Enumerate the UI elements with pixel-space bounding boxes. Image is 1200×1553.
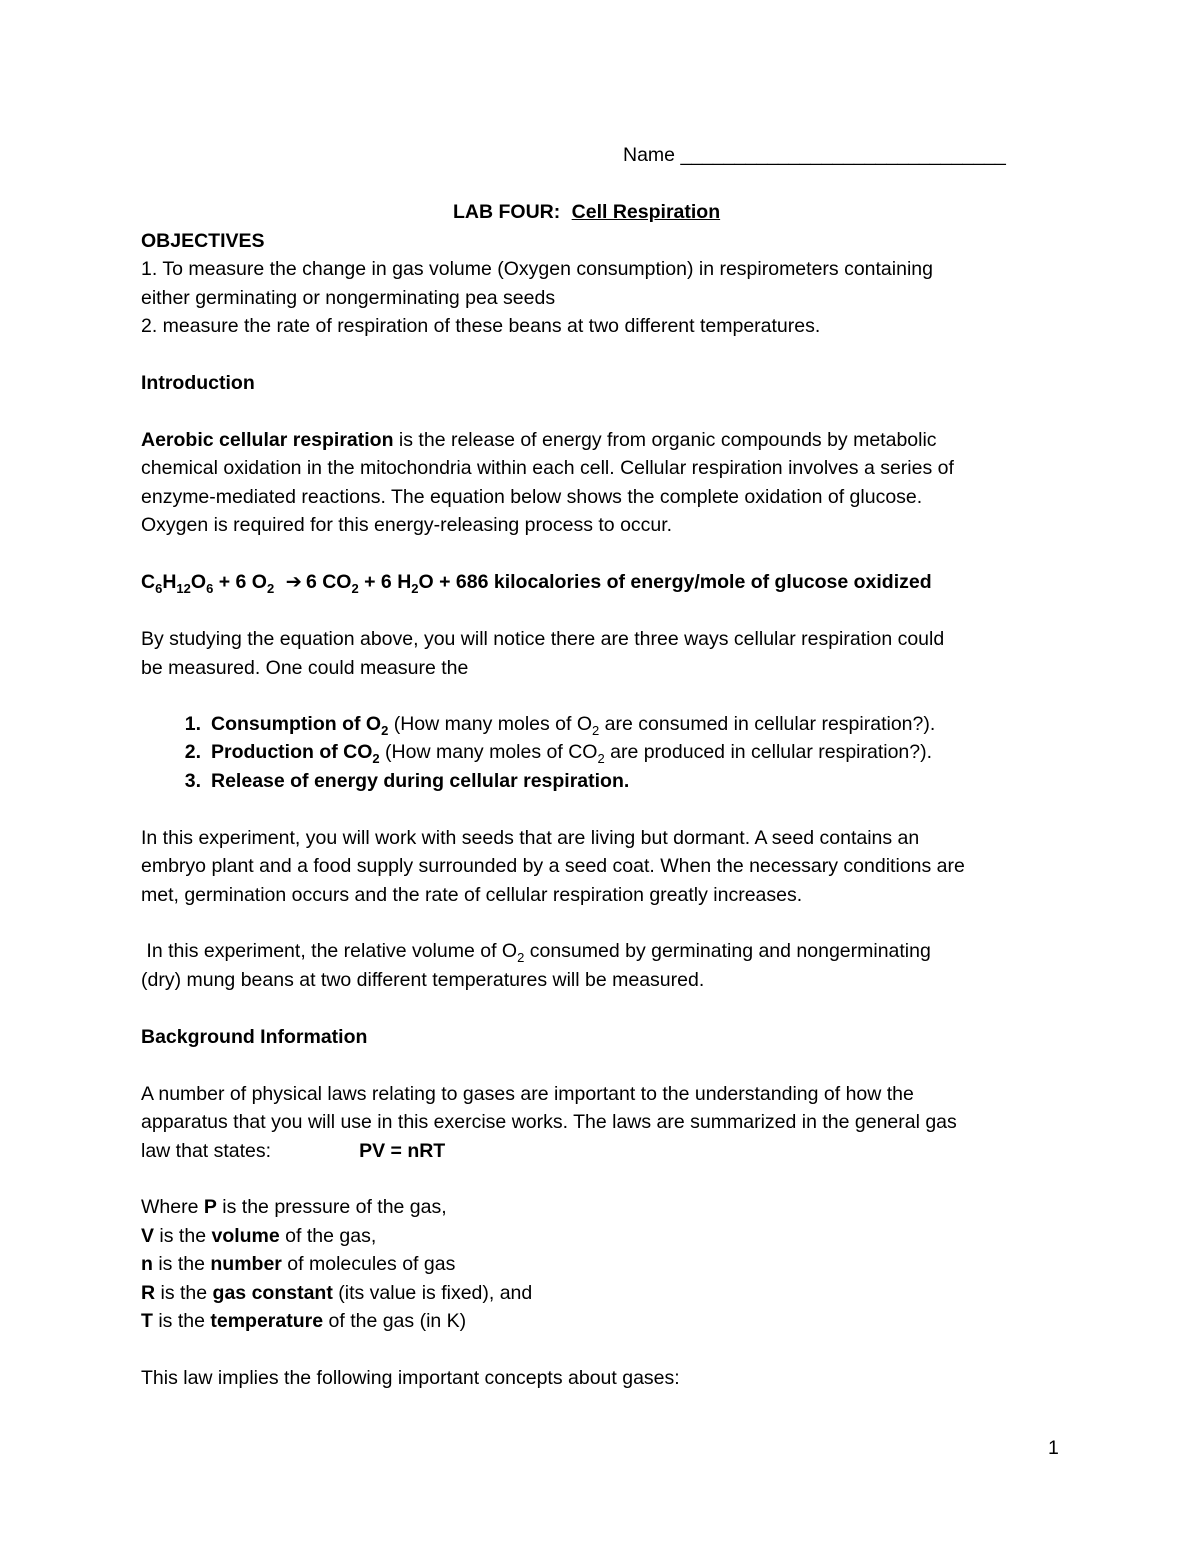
- law-intro-text: law that states:: [141, 1140, 272, 1162]
- eq-h2o-sub: 2: [411, 581, 419, 596]
- glucose-oxidation-equation: [141, 568, 932, 599]
- eq-h2o: + 6 H: [358, 571, 412, 593]
- intro-paragraph-2-line-1: By studying the equation above, you will notice there are three ways cellular respiration could: [141, 628, 945, 650]
- list-number: 2.: [184, 741, 201, 763]
- eq-h-sub: 12: [176, 581, 191, 596]
- background-paragraph-1-line-2: apparatus that you will use in this exercise works. The laws are summarized in the general gas: [141, 1111, 957, 1133]
- term-volume: volume: [211, 1225, 280, 1247]
- symbol-n: n: [141, 1253, 153, 1275]
- page-number: 1: [1048, 1437, 1059, 1459]
- intro-paragraph-1-line-4: Oxygen is required for this energy-releasing process to occur.: [141, 514, 673, 536]
- introduction-heading: Introduction: [141, 372, 255, 394]
- intro-paragraph-1-line-1: [141, 426, 937, 455]
- intro-p4-l1-b: consumed by germinating and nongerminating: [524, 940, 931, 962]
- aerobic-respiration-term: Aerobic cellular respiration: [141, 429, 394, 451]
- definition-n-text: of molecules of gas: [281, 1253, 456, 1275]
- list-item-2-text-2: are produced in cellular respiration?).: [604, 741, 933, 763]
- eq-co2-sub: 2: [351, 581, 359, 596]
- definition-p: [141, 1193, 447, 1222]
- eq-o2: + 6 O: [213, 571, 267, 593]
- definition-v-text: of the gas,: [279, 1225, 377, 1247]
- term-temperature: temperature: [210, 1310, 324, 1332]
- list-item-1-sub: 2: [592, 723, 600, 738]
- eq-co2: 6 CO: [305, 571, 352, 593]
- definition-t-text: of the gas (in K): [323, 1310, 467, 1332]
- list-item-2-bold: Production of CO: [211, 741, 373, 763]
- definition-v-mid: is the: [154, 1225, 212, 1247]
- definition-p-text: is the pressure of the gas,: [216, 1196, 447, 1218]
- lab-title-subject: Cell Respiration: [571, 201, 721, 223]
- symbol-t: T: [141, 1310, 153, 1332]
- eq-c: C: [141, 571, 156, 593]
- symbol-v: V: [141, 1225, 155, 1247]
- list-item-1-bold-sub: 2: [381, 723, 389, 738]
- intro-paragraph-4-line-2: (dry) mung beans at two different temperatures will be measured.: [141, 969, 705, 991]
- reaction-arrow-icon: ➔: [285, 571, 302, 593]
- name-blank: ______________________________: [680, 144, 1006, 166]
- list-number: 3.: [184, 770, 201, 792]
- objectives-heading: OBJECTIVES: [141, 230, 265, 252]
- list-item-2-text: (How many moles of CO: [379, 741, 598, 763]
- definition-r-text: (its value is fixed), and: [332, 1282, 533, 1304]
- intro-paragraph-3-line-1: In this experiment, you will work with seeds that are living but dormant. A seed contains an: [141, 827, 920, 849]
- eq-o-sub: 6: [206, 581, 214, 596]
- intro-p4-sub: 2: [517, 950, 525, 965]
- measurement-list-item-3: [165, 767, 629, 796]
- eq-rest: O + 686 kilocalories of energy/mole of glucose oxidized: [418, 571, 932, 593]
- ideal-gas-law: PV = nRT: [359, 1140, 446, 1162]
- intro-p4-l1-a: In this experiment, the relative volume of O: [141, 940, 518, 962]
- eq-c-sub: 6: [155, 581, 163, 596]
- intro-p1-l1-text: is the release of energy from organic compounds by metabolic: [393, 429, 937, 451]
- background-paragraph-1-line-3: [141, 1137, 445, 1166]
- term-gas-constant: gas constant: [212, 1282, 333, 1304]
- list-item-1-bold: Consumption of O: [211, 713, 382, 735]
- list-item-2-bold-sub: 2: [372, 751, 380, 766]
- background-closing: This law implies the following important concepts about gases:: [141, 1367, 680, 1389]
- definition-n-mid: is the: [152, 1253, 211, 1275]
- lab-title: [453, 198, 720, 227]
- lab-title-prefix: LAB FOUR:: [453, 201, 561, 223]
- intro-paragraph-3-line-2: embryo plant and a food supply surrounded by a seed coat. When the necessary conditions are: [141, 855, 965, 877]
- measurement-list-item-1: [165, 710, 935, 741]
- background-heading: Background Information: [141, 1026, 368, 1048]
- list-item-2-sub: 2: [597, 751, 605, 766]
- intro-paragraph-1-line-2: chemical oxidation in the mitochondria within each cell. Cellular respiration involves a series of: [141, 457, 954, 479]
- eq-o: O: [190, 571, 207, 593]
- intro-paragraph-1-line-3: enzyme-mediated reactions. The equation below shows the complete oxidation of glucose.: [141, 486, 923, 508]
- symbol-r: R: [141, 1282, 156, 1304]
- objective-1-line-1: 1. To measure the change in gas volume (Oxygen consumption) in respirometers containing: [141, 258, 933, 280]
- objective-2: 2. measure the rate of respiration of these beans at two different temperatures.: [141, 315, 821, 337]
- definition-n: [141, 1250, 455, 1279]
- definition-t-mid: is the: [152, 1310, 211, 1332]
- list-number: 1.: [184, 713, 201, 735]
- intro-paragraph-2-line-2: be measured. One could measure the: [141, 657, 469, 679]
- term-number: number: [210, 1253, 282, 1275]
- objective-1-line-2: either germinating or nongerminating pea seeds: [141, 287, 556, 309]
- definition-t: [141, 1307, 466, 1336]
- symbol-p: P: [203, 1196, 217, 1218]
- definition-r: [141, 1279, 532, 1308]
- list-item-3-bold: Release of energy during cellular respiration.: [211, 770, 630, 792]
- eq-h: H: [162, 571, 177, 593]
- intro-paragraph-4-line-1: [141, 937, 931, 968]
- definition-r-mid: is the: [155, 1282, 213, 1304]
- list-item-1-text: (How many moles of O: [388, 713, 593, 735]
- measurement-list-item-2: [165, 738, 932, 769]
- list-item-1-text-2: are consumed in cellular respiration?).: [599, 713, 936, 735]
- where-text: Where: [141, 1196, 204, 1218]
- name-field-line: [623, 141, 1006, 170]
- eq-o2-sub: 2: [266, 581, 275, 596]
- definition-v: [141, 1222, 376, 1251]
- intro-paragraph-3-line-3: met, germination occurs and the rate of cellular respiration greatly increases.: [141, 884, 803, 906]
- background-paragraph-1-line-1: A number of physical laws relating to gases are important to the understanding of how the: [141, 1083, 914, 1105]
- name-label: Name: [623, 144, 676, 166]
